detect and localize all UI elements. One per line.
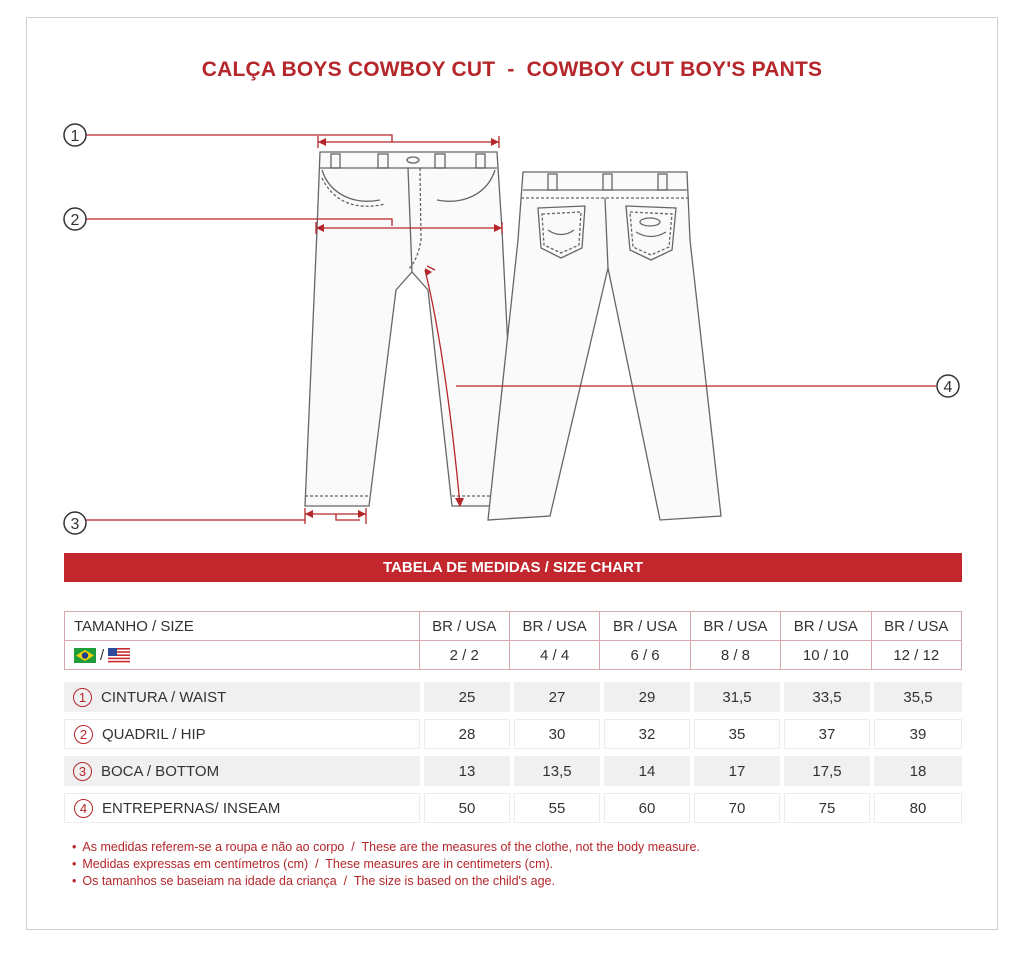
size-header-table (64, 611, 962, 670)
callout-1 (64, 124, 86, 146)
column-label: BR / USA (871, 612, 961, 641)
table-cell: 80 (874, 793, 962, 823)
notes-list (72, 839, 700, 890)
row-label-text: ENTREPERNAS/ INSEAM (102, 799, 281, 817)
row-label (64, 682, 420, 712)
brazil-flag-icon (74, 648, 96, 663)
flags-cell (65, 641, 420, 670)
table-cell: 30 (514, 719, 600, 749)
column-label: BR / USA (419, 612, 509, 641)
table-cell: 29 (604, 682, 690, 712)
svg-text:2: 2 (70, 212, 80, 229)
row-label (64, 756, 420, 786)
size-value: 12 / 12 (871, 641, 961, 670)
table-cell: 17,5 (784, 756, 870, 786)
callout-2 (64, 208, 86, 230)
row-label-text: QUADRIL / HIP (102, 725, 206, 743)
table-cell: 17 (694, 756, 780, 786)
callout-3 (64, 512, 86, 534)
row-number-badge: 1 (73, 688, 92, 707)
size-label: TAMANHO / SIZE (65, 612, 420, 641)
size-value: 8 / 8 (690, 641, 780, 670)
row-number-badge: 2 (74, 725, 93, 744)
row-number-badge: 4 (74, 799, 93, 818)
svg-text:3: 3 (70, 516, 80, 533)
table-cell: 50 (424, 793, 510, 823)
table-cell: 18 (874, 756, 962, 786)
page-title: CALÇA BOYS COWBOY CUT - COWBOY CUT BOY'S PANTS (201, 58, 823, 81)
note-item: • Os tamanhos se baseiam na idade da criança / The size is based on the child's age. (72, 873, 700, 890)
table-cell: 37 (784, 719, 870, 749)
table-cell: 55 (514, 793, 600, 823)
row-number-badge: 3 (73, 762, 92, 781)
table-cell: 35,5 (874, 682, 962, 712)
back-pants-illustration (488, 172, 721, 520)
table-cell: 60 (604, 793, 690, 823)
header-row-sizes (65, 641, 962, 670)
note-item: • As medidas referem-se a roupa e não ao corpo / These are the measures of the clothe, not the body measure. (72, 839, 700, 856)
svg-text:4: 4 (943, 379, 953, 396)
size-chart-banner: TABELA DE MEDIDAS / SIZE CHART (64, 553, 962, 582)
table-cell: 13,5 (514, 756, 600, 786)
size-value: 6 / 6 (600, 641, 690, 670)
table-cell: 27 (514, 682, 600, 712)
note-item: • Medidas expressas em centímetros (cm) / These measures are in centimeters (cm). (72, 856, 700, 873)
header-row-labels (65, 612, 962, 641)
size-value: 4 / 4 (509, 641, 599, 670)
row-label-text: BOCA / BOTTOM (101, 762, 220, 780)
table-cell: 33,5 (784, 682, 870, 712)
table-cell: 28 (424, 719, 510, 749)
table-cell: 13 (424, 756, 510, 786)
table-cell: 35 (694, 719, 780, 749)
usa-flag-icon (108, 648, 130, 663)
table-cell: 31,5 (694, 682, 780, 712)
table-row-waist (64, 682, 962, 712)
column-label: BR / USA (600, 612, 690, 641)
table-row-inseam (64, 793, 962, 823)
size-value: 10 / 10 (781, 641, 871, 670)
size-value: 2 / 2 (419, 641, 509, 670)
svg-text:1: 1 (70, 128, 80, 145)
measurements-table (64, 682, 962, 830)
callout-4 (937, 375, 959, 397)
row-label (64, 719, 420, 749)
front-pants-illustration (305, 152, 516, 506)
table-cell: 25 (424, 682, 510, 712)
table-cell: 14 (604, 756, 690, 786)
waist-leader-line (86, 135, 392, 142)
row-label-text: CINTURA / WAIST (101, 688, 227, 706)
table-cell: 75 (784, 793, 870, 823)
column-label: BR / USA (509, 612, 599, 641)
flag-separator: / (100, 646, 105, 664)
table-cell: 39 (874, 719, 962, 749)
column-label: BR / USA (690, 612, 780, 641)
row-label (64, 793, 420, 823)
table-row-hip (64, 719, 962, 749)
table-cell: 70 (694, 793, 780, 823)
column-label: BR / USA (781, 612, 871, 641)
table-row-bottom (64, 756, 962, 786)
table-cell: 32 (604, 719, 690, 749)
